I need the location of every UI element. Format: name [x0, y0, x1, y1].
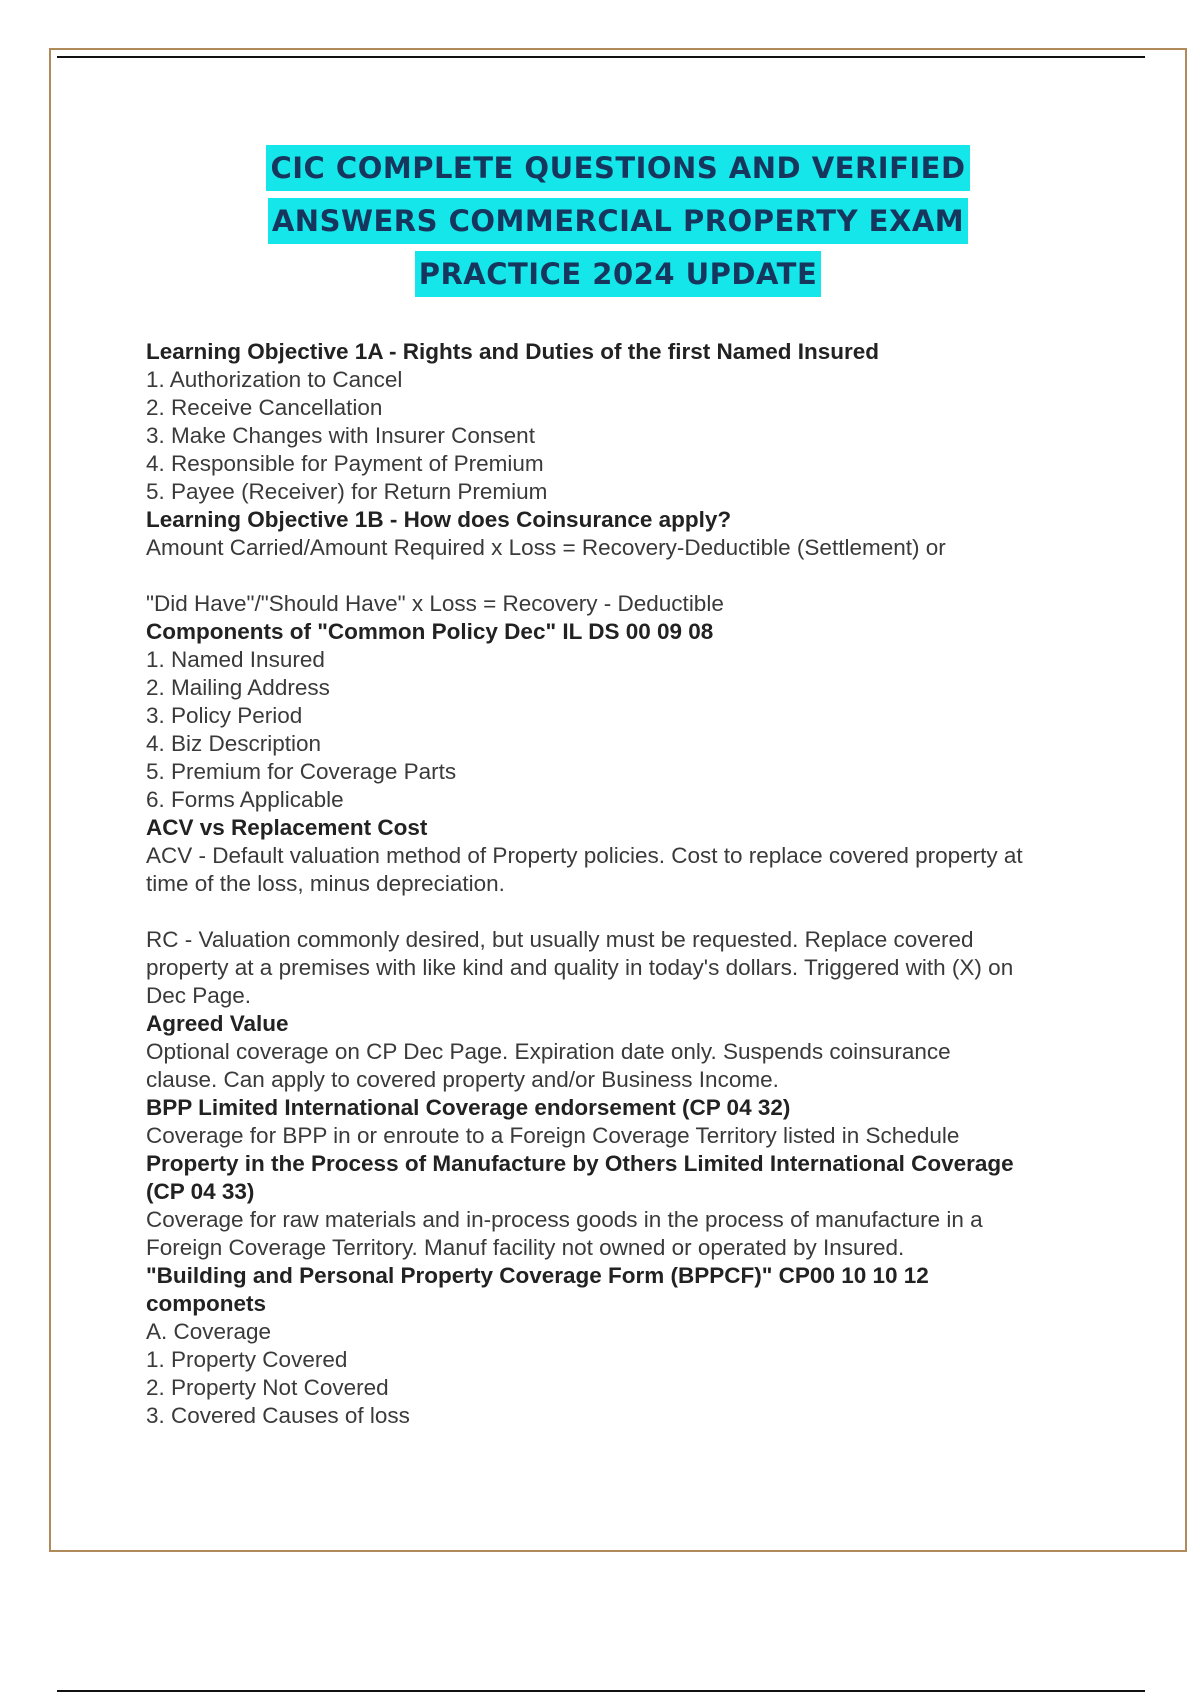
top-rule	[57, 56, 1145, 58]
document-body	[146, 338, 1106, 1430]
section	[146, 1010, 1106, 1094]
body-line: 1. Property Covered	[146, 1347, 348, 1372]
document-title	[0, 145, 1200, 304]
body-line: 2. Mailing Address	[146, 675, 330, 700]
body-line: 5. Premium for Coverage Parts	[146, 759, 457, 784]
section-heading: Property in the Process of Manufacture by Others Limited International Coverage (CP 04 33)	[146, 1151, 1014, 1204]
body-line: "Did Have"/"Should Have" x Loss = Recovery - Deductible	[146, 591, 724, 616]
section	[146, 814, 1106, 1010]
body-line: 3. Covered Causes of loss	[146, 1403, 410, 1428]
bottom-rule	[57, 1690, 1145, 1692]
body-line: Optional coverage on CP Dec Page. Expiration date only. Suspends coinsurance	[146, 1039, 951, 1064]
section	[146, 1094, 1106, 1150]
title-line: PRACTICE 2024 UPDATE	[415, 251, 822, 297]
section-heading: BPP Limited International Coverage endorsement (CP 04 32)	[146, 1095, 791, 1120]
title-line: ANSWERS COMMERCIAL PROPERTY EXAM	[268, 198, 968, 244]
paragraph-gap	[146, 562, 1106, 590]
body-line: Coverage for raw materials and in-process goods in the process of manufacture in a	[146, 1207, 983, 1232]
body-line: 3. Policy Period	[146, 703, 303, 728]
body-line: time of the loss, minus depreciation.	[146, 871, 505, 896]
body-line: 3. Make Changes with Insurer Consent	[146, 423, 535, 448]
body-line: 5. Payee (Receiver) for Return Premium	[146, 479, 548, 504]
section	[146, 338, 1106, 506]
section-heading: ACV vs Replacement Cost	[146, 815, 428, 840]
body-line: Dec Page.	[146, 983, 252, 1008]
body-line: Amount Carried/Amount Required x Loss = Recovery-Deductible (Settlement) or	[146, 535, 946, 560]
body-line: ACV - Default valuation method of Property policies. Cost to replace covered property at	[146, 843, 1023, 868]
body-line: 4. Biz Description	[146, 731, 322, 756]
section-heading: "Building and Personal Property Coverage Form (BPPCF)" CP00 10 10 12 componets	[146, 1263, 929, 1316]
section-heading: Learning Objective 1B - How does Coinsurance apply?	[146, 507, 732, 532]
body-line: property at a premises with like kind and quality in today's dollars. Triggered with (X) on	[146, 955, 1014, 980]
section-heading: Learning Objective 1A - Rights and Duties of the first Named Insured	[146, 339, 880, 364]
body-line: RC - Valuation commonly desired, but usually must be requested. Replace covered	[146, 927, 974, 952]
body-line: A. Coverage	[146, 1319, 272, 1344]
section	[146, 506, 1106, 618]
body-line: 2. Receive Cancellation	[146, 395, 383, 420]
title-line: CIC COMPLETE QUESTIONS AND VERIFIED	[266, 145, 969, 191]
body-line: 4. Responsible for Payment of Premium	[146, 451, 544, 476]
body-line: 6. Forms Applicable	[146, 787, 344, 812]
body-line: Foreign Coverage Territory. Manuf facility not owned or operated by Insured.	[146, 1235, 905, 1260]
section-heading: Agreed Value	[146, 1011, 289, 1036]
section	[146, 1262, 1106, 1430]
body-line: Coverage for BPP in or enroute to a Foreign Coverage Territory listed in Schedule	[146, 1123, 960, 1148]
section	[146, 1150, 1106, 1262]
section	[146, 618, 1106, 814]
body-line: clause. Can apply to covered property and/or Business Income.	[146, 1067, 779, 1092]
body-line: 1. Named Insured	[146, 647, 325, 672]
section-heading: Components of "Common Policy Dec" IL DS 00 09 08	[146, 619, 714, 644]
body-line: 2. Property Not Covered	[146, 1375, 389, 1400]
paragraph-gap	[146, 898, 1106, 926]
body-line: 1. Authorization to Cancel	[146, 367, 403, 392]
